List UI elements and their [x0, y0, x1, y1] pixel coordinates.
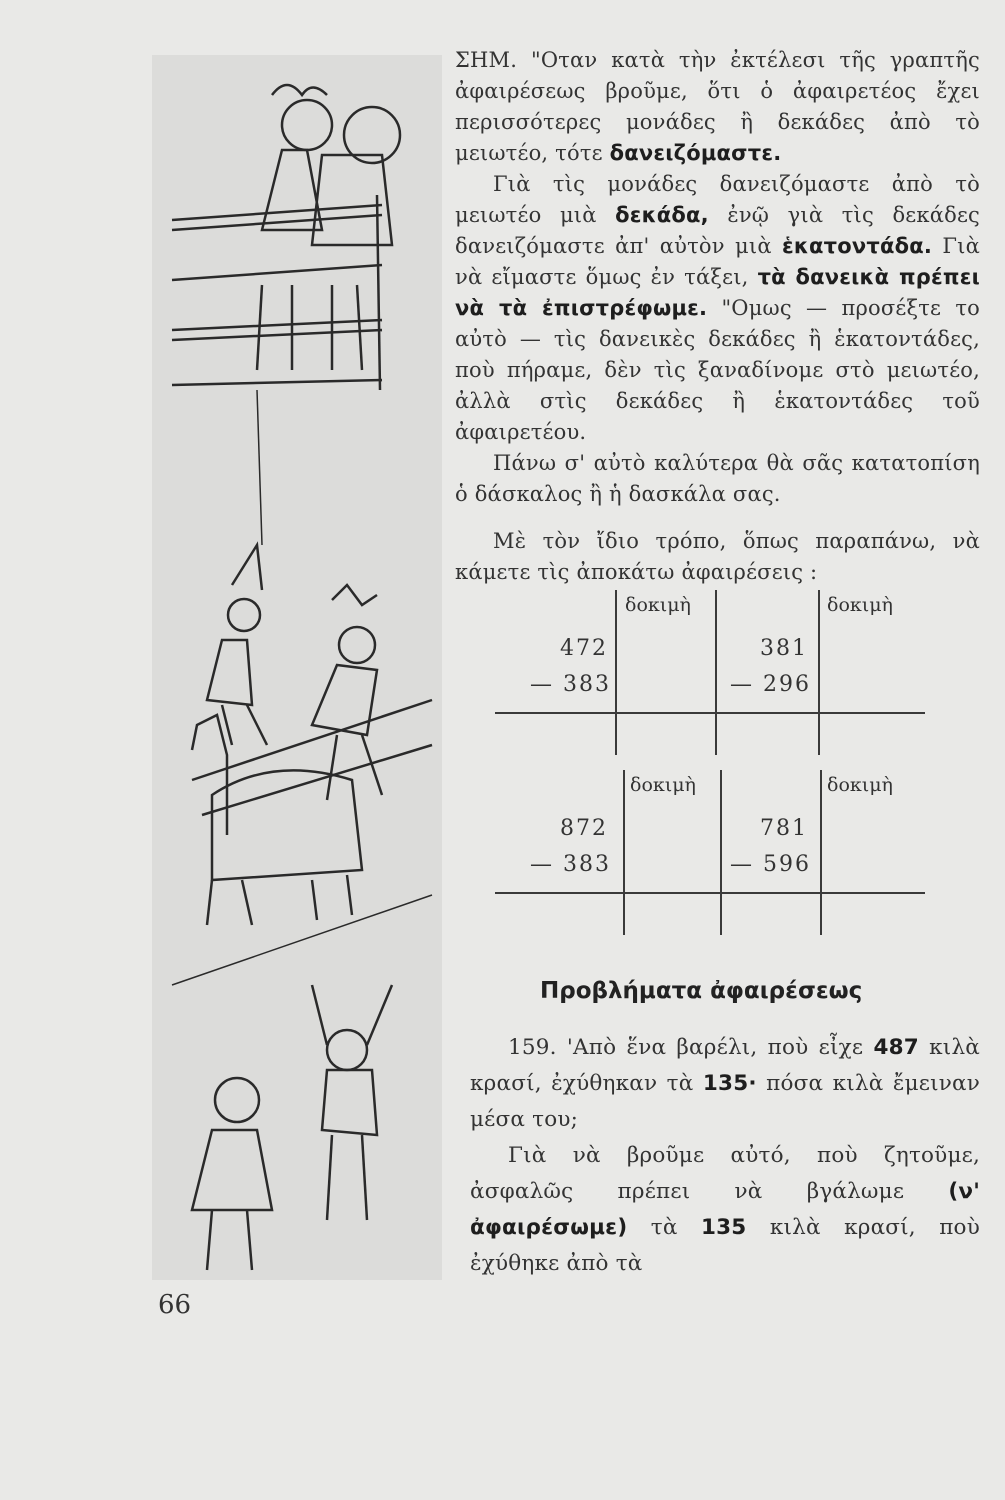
note-paragraph-2 — [455, 169, 980, 448]
bold-number: 135 — [700, 1215, 747, 1240]
problem-159 — [470, 1030, 980, 1282]
problem-text: πόσα κιλὰ ἔμειναν μέσα του; — [470, 1071, 980, 1132]
minuend: 381 — [760, 636, 808, 661]
bold-term: (ν' ἀφαιρέσωμε) — [470, 1179, 980, 1240]
grid-line — [495, 892, 925, 894]
note-text: ἐνῷ γιὰ τὶς δεκάδες δανειζόμαστε ἀπ' αὐτὸν μιὰ — [455, 203, 980, 258]
note-section — [455, 45, 980, 588]
subtrahend: — 383 — [530, 852, 611, 877]
problem-text: κιλὰ κρασί, ἐχύθηκαν τὰ — [470, 1035, 980, 1096]
subtrahend: — 383 — [530, 672, 611, 697]
bold-number: 135· — [702, 1071, 757, 1096]
illustration — [152, 55, 442, 1280]
note-paragraph-3: Πάνω σ' αὐτὸ καλύτερα θὰ σᾶς κατατοπίση ὁ δάσκαλος ἢ ἡ δασκάλα σας. — [455, 451, 980, 506]
exercise-grid-2 — [455, 770, 925, 930]
note-text: "Ομως — προσέξτε το αὐτὸ — τὶς δανεικὲς δεκάδες ἢ ἑκατοντάδες, ποὺ πήραμε, δὲν τὶς ξαναδίνομε στὸ μειωτέο, ἀλλὰ στὶς δεκάδες ἢ ἑκατοντάδες τοῦ ἀφαιρετέου. — [455, 296, 980, 444]
bold-term-ekatontada: ἑκατοντάδα. — [782, 234, 933, 258]
solution-text: τὰ — [650, 1215, 678, 1240]
solution-text: κιλὰ κρασί, ποὺ ἐχύθηκε ἀπὸ τὰ — [470, 1215, 980, 1276]
note-paragraph-1 — [455, 45, 980, 169]
grid-line — [495, 712, 925, 714]
note-text: ΣΗΜ. "Οταν κατὰ τὴν ἐκτέλεσι τῆς γραπτῆς ἀφαιρέσεως βροῦμε, ὅτι ὁ ἀφαιρετέος ἔχει περισσότερες μονάδες ἢ δεκάδες ἀπὸ τὸ μειωτέο, τότε — [455, 48, 980, 165]
section-heading: Προβλήματα ἀφαιρέσεως — [540, 978, 863, 1004]
exercise-grid-1 — [455, 590, 925, 750]
grid-line — [820, 770, 822, 935]
subtrahend: — 296 — [730, 672, 811, 697]
minuend: 872 — [560, 816, 608, 841]
subtrahend: — 596 — [730, 852, 811, 877]
minuend: 781 — [760, 816, 808, 841]
problem-solution — [470, 1138, 980, 1282]
page-number: 66 — [158, 1290, 192, 1320]
minuend: 472 — [560, 636, 608, 661]
grid-line — [720, 770, 722, 935]
check-label: δοκιμὴ — [630, 774, 696, 796]
note-text: Γιὰ νὰ εἴμαστε ὅμως ἐν τάξει, — [455, 234, 980, 289]
bold-rule: τὰ δανεικὰ πρέπει νὰ τὰ ἐπιστρέφωμε. — [455, 265, 980, 320]
children-circus-drawing — [152, 55, 442, 1280]
grid-line — [623, 770, 625, 935]
grid-line — [715, 590, 717, 755]
exercise-instruction: Μὲ τὸν ἴδιο τρόπο, ὅπως παραπάνω, νὰ κάμετε τὶς ἀποκάτω ἀφαιρέσεις : — [455, 529, 980, 584]
check-label: δοκιμὴ — [827, 774, 893, 796]
check-label: δοκιμὴ — [625, 594, 691, 616]
note-text: Γιὰ τὶς μονάδες δανειζόμαστε ἀπὸ τὸ μειωτέο μιὰ — [455, 172, 980, 227]
note-bold-term: δανειζόμαστε. — [609, 141, 782, 165]
grid-line — [818, 590, 820, 755]
check-label: δοκιμὴ — [827, 594, 893, 616]
bold-number: 487 — [873, 1035, 919, 1060]
problem-text: 159. 'Απὸ ἕνα βαρέλι, ποὺ εἶχε — [508, 1035, 864, 1060]
bold-term-dekada: δεκάδα, — [615, 203, 709, 227]
grid-line — [615, 590, 617, 755]
problem-statement — [470, 1030, 980, 1138]
solution-text: Γιὰ νὰ βροῦμε αὐτό, ποὺ ζητοῦμε, ἀσφαλῶς πρέπει νὰ βγάλωμε — [470, 1143, 980, 1204]
